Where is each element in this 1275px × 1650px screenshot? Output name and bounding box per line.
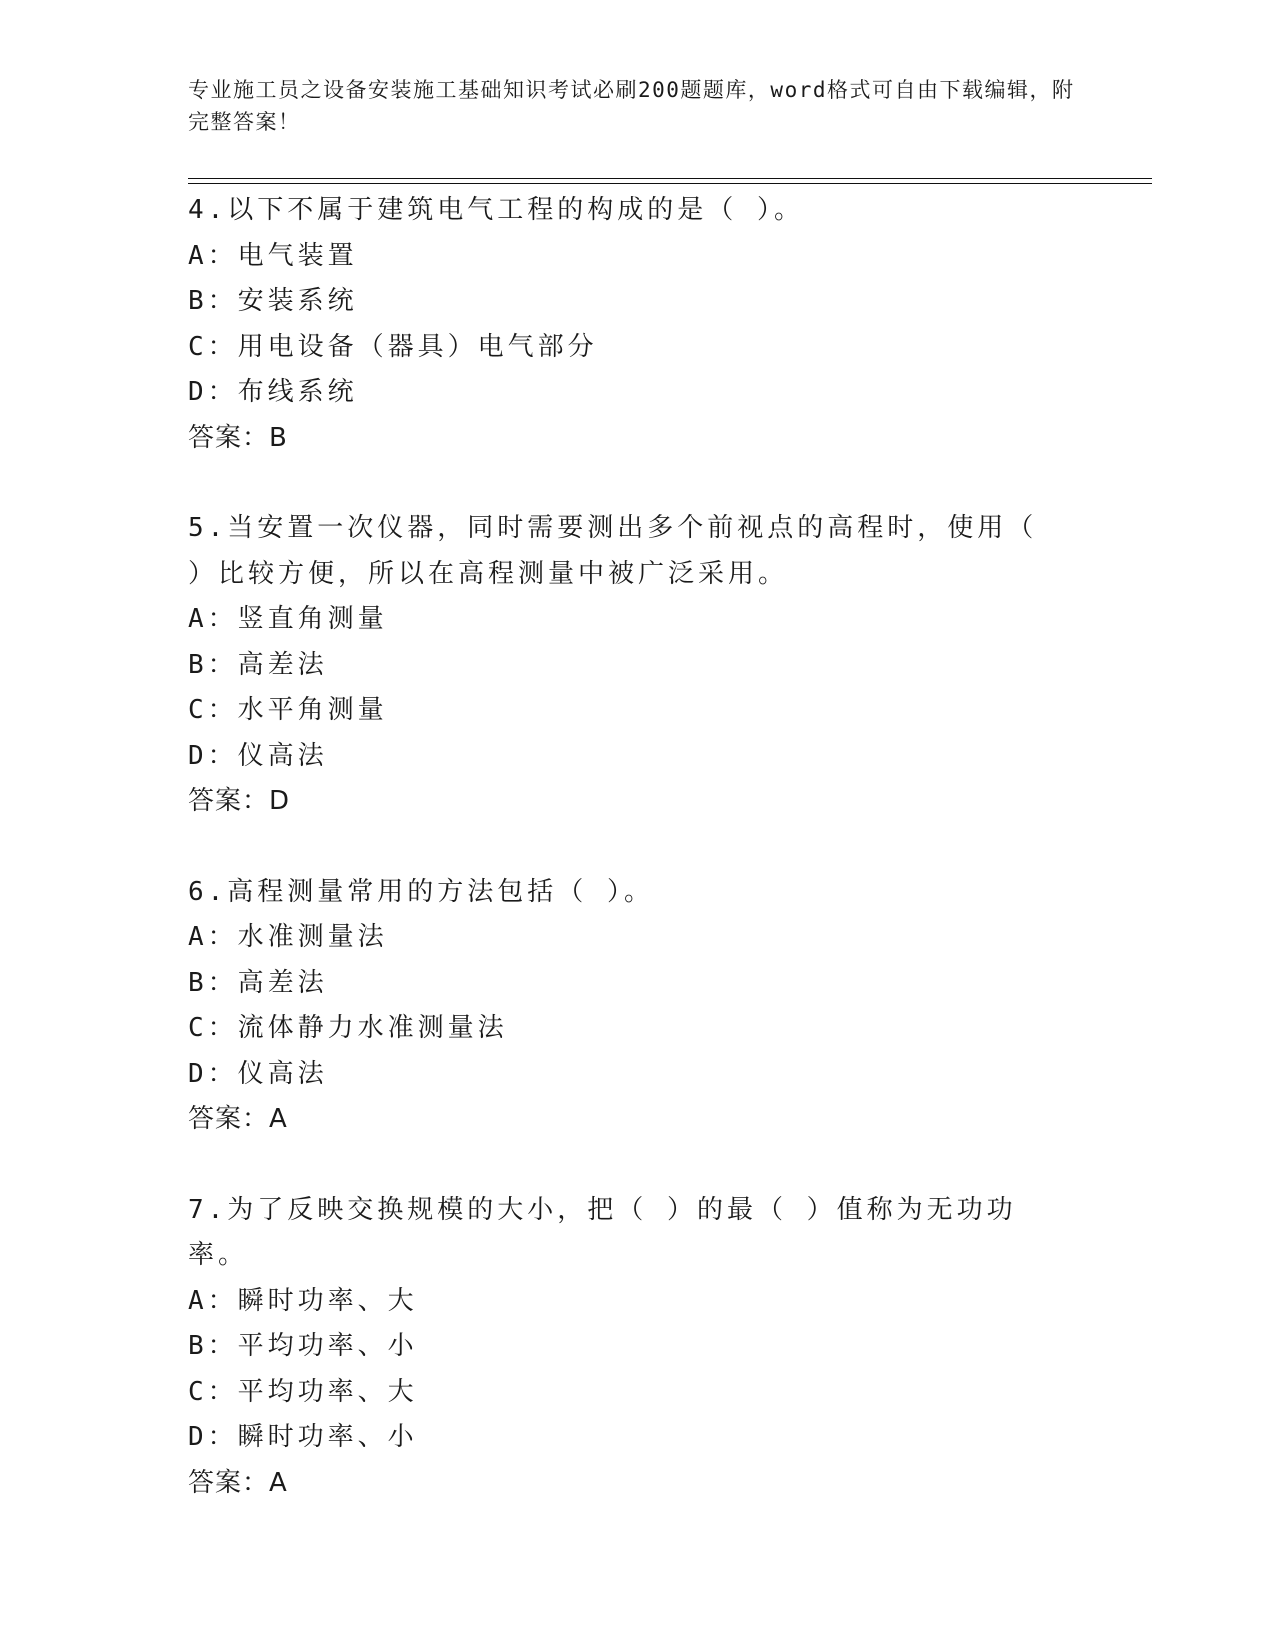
question-stem: 7.为了反映交换规模的大小，把（ ）的最（ ）值称为无功功率。 <box>188 1194 1017 1270</box>
question-stem: 6.高程测量常用的方法包括（ ）。 <box>188 876 654 907</box>
option-d: D：仪高法 <box>188 740 328 771</box>
question-item <box>188 188 1088 461</box>
option-b: B：高差法 <box>188 649 328 680</box>
option-a: A：竖直角测量 <box>188 604 388 634</box>
option-a: A：瞬时功率、大 <box>188 1285 418 1316</box>
question-item <box>188 1188 1088 1507</box>
answer-text: 答案：A <box>188 1104 288 1134</box>
header-divider-top <box>188 178 1152 179</box>
option-b: B：高差法 <box>188 967 328 998</box>
spacer <box>188 1143 1088 1188</box>
option-d: D：瞬时功率、小 <box>188 1422 418 1452</box>
option-b: B：平均功率、小 <box>188 1331 418 1361</box>
question-stem: 4.以下不属于建筑电气工程的构成的是（ ）。 <box>188 195 804 225</box>
question-list <box>188 188 1088 1506</box>
option-c: C：平均功率、大 <box>188 1376 418 1407</box>
question-stem: 5.当安置一次仪器，同时需要测出多个前视点的高程时，使用（ ）比较方便，所以在高程测量中被广泛采用。 <box>188 513 1038 589</box>
header-divider-bottom <box>188 183 1152 184</box>
question-item <box>188 506 1088 825</box>
spacer <box>188 461 1088 506</box>
option-a: A：水准测量法 <box>188 922 388 952</box>
question-item <box>188 870 1088 1143</box>
answer-text: 答案：B <box>188 422 288 453</box>
option-c: C：水平角测量 <box>188 695 388 725</box>
option-c: C：用电设备（器具）电气部分 <box>188 331 598 362</box>
spacer <box>188 825 1088 870</box>
option-d: D：仪高法 <box>188 1058 328 1089</box>
option-a: A：电气装置 <box>188 240 358 271</box>
answer-text: 答案：A <box>188 1467 288 1498</box>
document-header: 专业施工员之设备安装施工基础知识考试必刷200题题库，word格式可自由下载编辑，附完整答案！ <box>188 78 1075 134</box>
answer-text: 答案：D <box>188 786 291 816</box>
option-d: D：布线系统 <box>188 377 358 407</box>
option-b: B：安装系统 <box>188 286 358 316</box>
option-c: C：流体静力水准测量法 <box>188 1013 508 1043</box>
